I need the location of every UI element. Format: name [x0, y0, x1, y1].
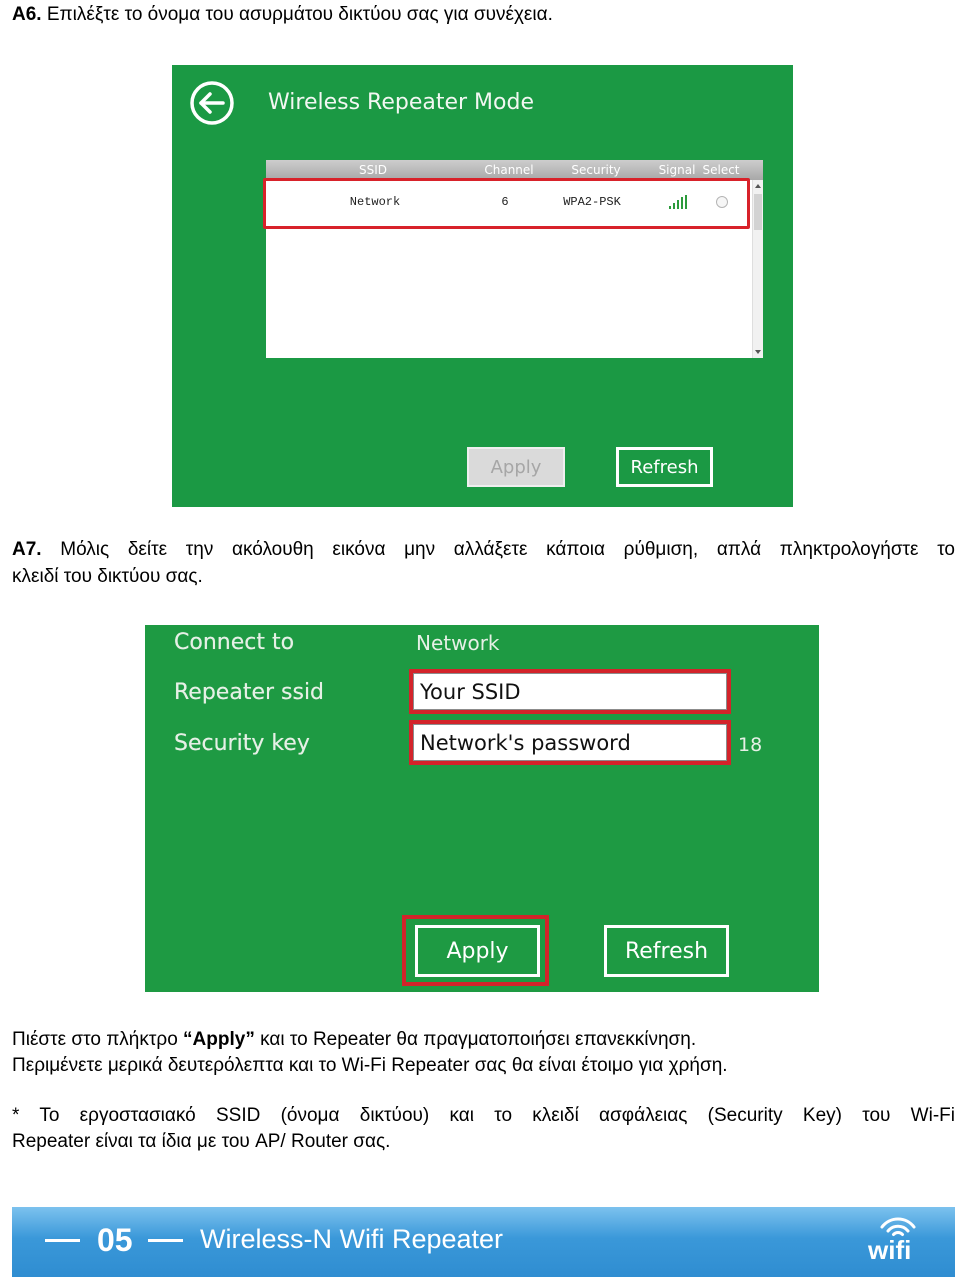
- table-header: [266, 160, 763, 180]
- footer-dash-left: [45, 1239, 80, 1242]
- step-a6-text: Επιλέξτε το όνομα του ασυρμάτου δικτύου σας για συνέχεια.: [41, 4, 553, 25]
- wifi-icon: [878, 1213, 918, 1237]
- connect-to-value: Network: [416, 631, 500, 655]
- step-a7-line1: [12, 539, 955, 561]
- wait-instruction: Περιμένετε μερικά δευτερόλεπτα και το Wi-Fi Repeater σας θα είναι έτοιμο για χρήση.: [12, 1055, 728, 1076]
- note-line2: Repeater είναι τα ίδια με του AP/ Router σας.: [12, 1131, 391, 1152]
- security-key-label: Security key: [174, 731, 310, 756]
- step-a7-label: A7.: [12, 539, 42, 560]
- refresh-button[interactable]: Refresh: [616, 447, 713, 487]
- apply-button-disabled[interactable]: Apply: [467, 447, 565, 487]
- step-a6-label: A6.: [12, 4, 42, 25]
- row-highlight-box: [263, 178, 750, 229]
- table-scrollbar[interactable]: [752, 180, 763, 358]
- wireless-repeater-mode-screenshot: [172, 65, 793, 507]
- page-footer: [12, 1207, 955, 1277]
- step-a7-text: Μόλις δείτε την ακόλουθη εικόνα μην αλλάξετε κάποια ρύθμιση, απλά πληκτρολογήστε το: [41, 539, 955, 560]
- apply-instruction-prefix: Πιέστε στο πλήκτρο: [12, 1029, 184, 1050]
- column-header-channel: Channel: [484, 163, 534, 177]
- security-key-highlight: [409, 720, 731, 765]
- footer-title: Wireless-N Wifi Repeater: [200, 1224, 504, 1254]
- column-header-ssid: SSID: [358, 163, 388, 177]
- refresh-button[interactable]: Refresh: [604, 925, 729, 977]
- apply-instruction-suffix: και το Repeater θα πραγματοποιήσει επανεκκίνηση.: [254, 1029, 697, 1050]
- step-a6: [12, 4, 553, 26]
- wifi-logo: [864, 1211, 934, 1273]
- apply-instruction-bold: “Apply”: [183, 1029, 255, 1050]
- repeater-ssid-input[interactable]: [413, 673, 727, 710]
- column-header-select: Select: [702, 163, 740, 177]
- security-key-input[interactable]: [413, 724, 727, 761]
- row-ssid: Network: [349, 195, 401, 209]
- column-header-signal: Signal: [658, 163, 696, 177]
- apply-instruction: [12, 1029, 696, 1051]
- note-line1: * Το εργοστασιακό SSID (όνομα δικτύου) και το κλειδί ασφάλειας (Security Key) του Wi-Fi: [12, 1105, 955, 1126]
- wifi-logo-text: wifi: [868, 1235, 912, 1265]
- column-header-security: Security: [571, 163, 621, 177]
- back-arrow-icon[interactable]: [188, 79, 236, 127]
- security-key-length: 18: [738, 734, 763, 756]
- scroll-up-arrow-icon[interactable]: [755, 184, 761, 188]
- row-channel: 6: [501, 195, 509, 209]
- scrollbar-thumb[interactable]: [754, 194, 762, 230]
- row-security: WPA2-PSK: [563, 195, 621, 209]
- apply-button[interactable]: Apply: [415, 925, 540, 977]
- page-number: 05: [97, 1222, 133, 1258]
- step-a7-line2: κλειδί του δικτύου σας.: [12, 566, 203, 587]
- connect-to-label: Connect to: [174, 630, 295, 655]
- repeater-ssid-highlight: [409, 669, 731, 714]
- connect-network-screenshot: [145, 625, 819, 992]
- footer-dash-right: [148, 1239, 183, 1242]
- scroll-down-arrow-icon[interactable]: [755, 350, 761, 354]
- repeater-ssid-label: Repeater ssid: [174, 680, 325, 705]
- page-title: Wireless Repeater Mode: [268, 90, 534, 115]
